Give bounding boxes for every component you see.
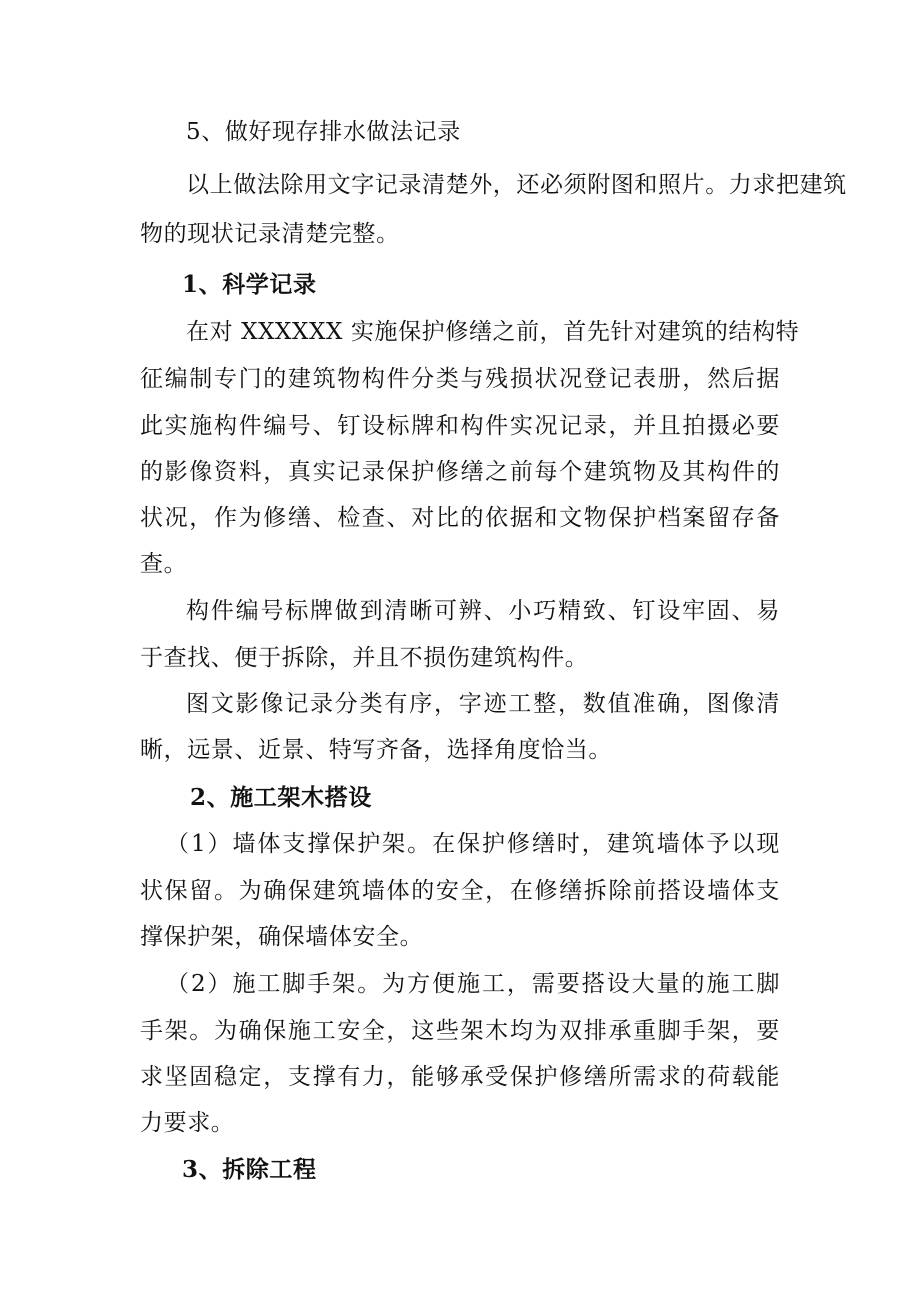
section-1-para-1-line-4: 的影像资料，真实记录保护修缮之前每个建筑物及其构件的: [140, 459, 780, 485]
section-1-para-2-line-1: 构件编号标牌做到清晰可辨、小巧精致、钉设牢固、易: [186, 598, 780, 624]
section-2-item-2-line-2: 手架。为确保施工安全，这些架木均为双排承重脚手架，要: [140, 1018, 780, 1044]
section-2-item-2-line-3: 求坚固稳定，支撑有力，能够承受保护修缮所需求的荷载能: [140, 1064, 780, 1090]
section-1-para-1-line-3: 此实施构件编号、钉设标牌和构件实况记录，并且拍摄必要: [140, 413, 780, 439]
section-1-para-1-line-2: 征编制专门的建筑物构件分类与残损状况登记表册，然后据: [140, 366, 780, 392]
section-2-item-1-line-3: 撑保护架，确保墙体安全。: [140, 924, 424, 950]
section-2-item-2-line-1: （2）施工脚手架。为方便施工，需要搭设大量的施工脚: [166, 971, 780, 997]
section-1-para-3-line-2: 晰，远景、近景、特写齐备，选择角度恰当。: [140, 737, 612, 763]
section-1-para-2-line-2: 于查找、便于拆除，并且不损伤建筑构件。: [140, 645, 589, 671]
item-5-text: 5、做好现存排水做法记录: [186, 119, 461, 145]
section-3-heading: 3、拆除工程: [182, 1156, 317, 1183]
intro-line-2: 物的现状记录清楚完整。: [140, 221, 400, 247]
section-1-para-1-line-6: 查。: [140, 551, 188, 577]
section-2-item-1-line-1: （1）墙体支撑保护架。在保护修缮时，建筑墙体予以现: [166, 831, 780, 857]
section-2-item-2-line-4: 力要求。: [140, 1110, 235, 1136]
section-1-para-3-line-1: 图文影像记录分类有序，字迹工整，数值准确，图像清: [186, 691, 780, 717]
intro-line-1: 以上做法除用文字记录清楚外，还必须附图和照片。力求把建筑: [186, 172, 847, 198]
section-1-para-1-line-5: 状况，作为修缮、检查、对比的依据和文物保护档案留存备: [140, 505, 780, 531]
section-2-heading: 2、施工架木搭设: [190, 784, 372, 811]
section-1-para-1-line-1: 在对 XXXXXX 实施保护修缮之前，首先针对建筑的结构特: [186, 319, 800, 345]
section-2-item-1-line-2: 状保留。为确保建筑墙体的安全，在修缮拆除前搭设墙体支: [140, 878, 780, 904]
section-1-heading: 1、科学记录: [182, 271, 317, 298]
